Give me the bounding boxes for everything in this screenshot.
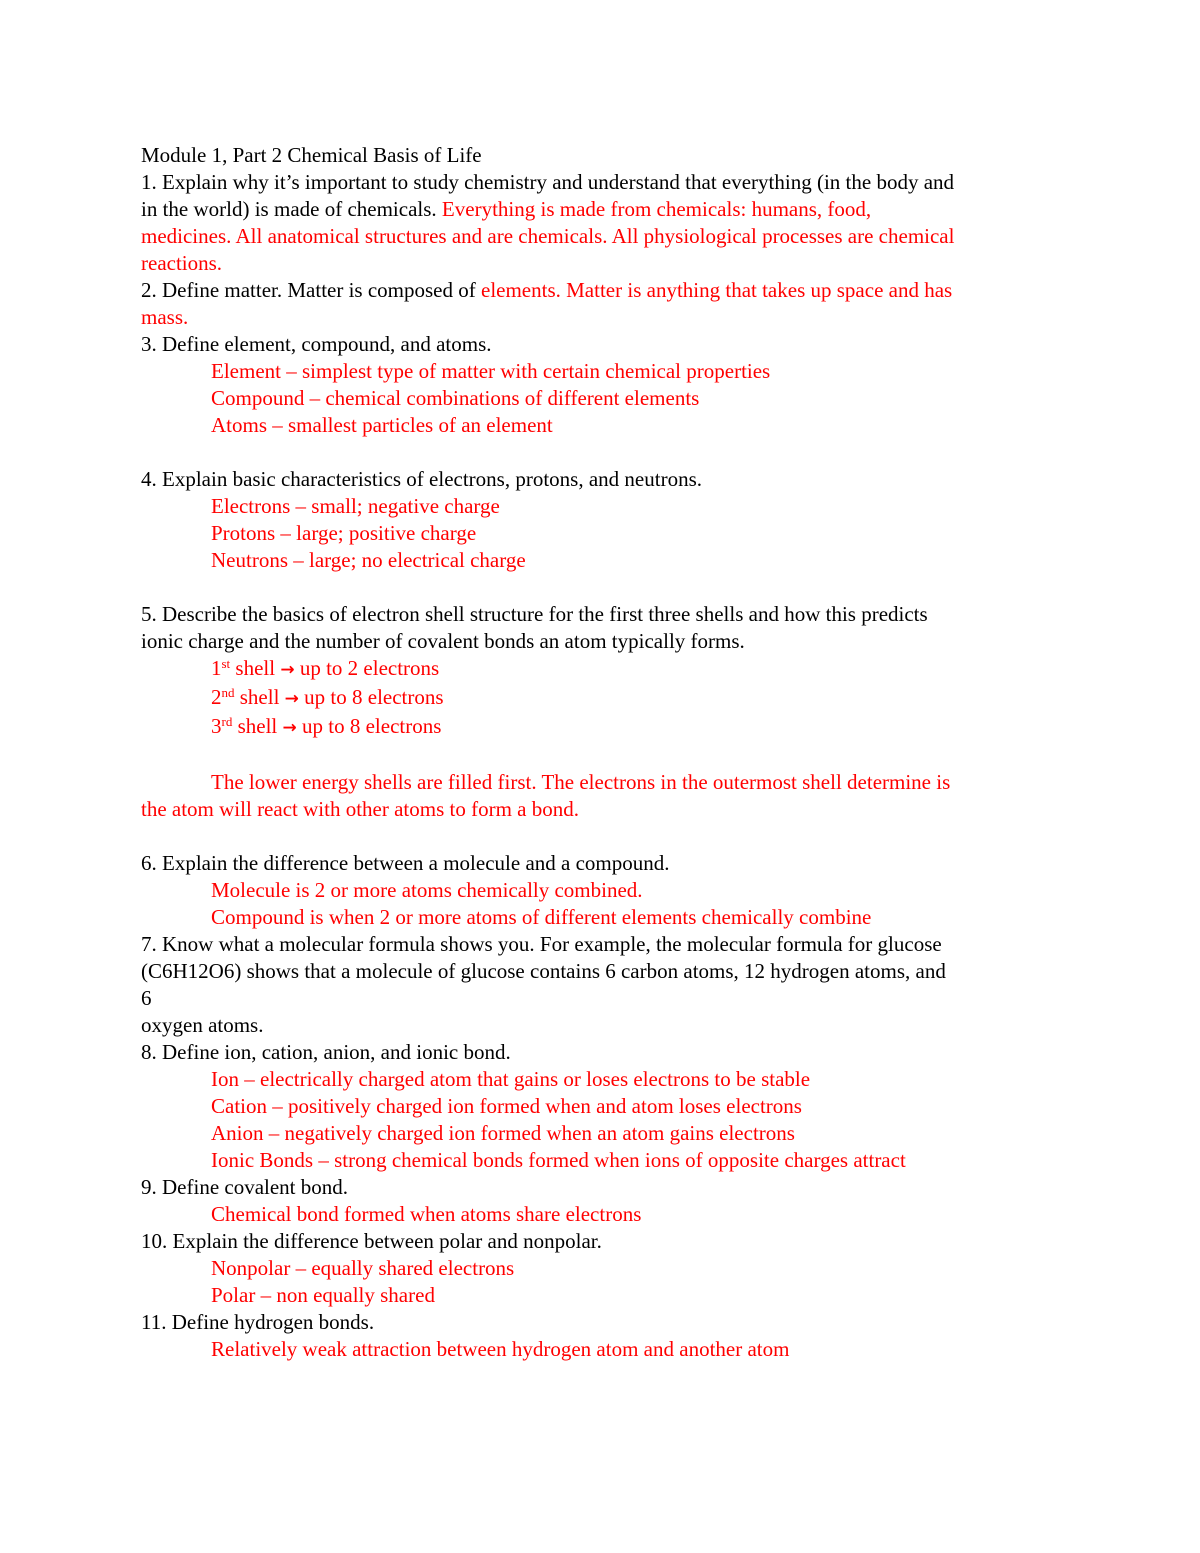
shell-number: 2 [211,685,222,709]
shell-capacity: up to 8 electrons [296,714,442,738]
q5-question-line-2: ionic charge and the number of covalent bonds an atom typically forms. [141,629,745,653]
q3-answer-element: Element – simplest type of matter with certain chemical properties [211,359,771,383]
q1-answer-line-1: Everything is made from chemicals: humans, food, [441,197,872,221]
shell-capacity: up to 2 electrons [294,656,440,680]
q7-line-2: (C6H12O6) shows that a molecule of glucose contains 6 carbon atoms, 12 hydrogen atoms, and [141,959,946,983]
q2-line-1 [141,277,1071,304]
q7-line-3: 6 [141,986,152,1010]
shell-ordinal-suffix: st [221,656,231,671]
q3-answer-atoms: Atoms – smallest particles of an element [211,413,553,437]
q1-answer-line-3: reactions. [141,251,223,275]
q5-shell-1 [141,655,1071,684]
q4-answer-electrons: Electrons – small; negative charge [211,494,500,518]
q11-question: 11. Define hydrogen bonds. [141,1310,375,1334]
q1-answer-line-2: medicines. All anatomical structures and are chemicals. All physiological processes are chemical [141,224,955,248]
q5-shell-2 [141,684,1071,713]
q8-answer-ionic-bonds: Ionic Bonds – strong chemical bonds formed when ions of opposite charges attract [211,1148,906,1172]
q4-answer-protons: Protons – large; positive charge [211,521,477,545]
q3-question: 3. Define element, compound, and atoms. [141,332,492,356]
shell-label: shell [230,656,281,680]
q9-answer: Chemical bond formed when atoms share electrons [211,1202,642,1226]
q3-answer-compound: Compound – chemical combinations of different elements [211,386,700,410]
spacer [141,742,1071,769]
shell-number: 3 [211,714,222,738]
q8-question: 8. Define ion, cation, anion, and ionic bond. [141,1040,511,1064]
document-page [141,142,1071,1363]
q5-note-line-1: The lower energy shells are filled first. The electrons in the outermost shell determine is [211,770,951,794]
q8-answer-cation: Cation – positively charged ion formed when and atom loses electrons [211,1094,802,1118]
q7-line-1: 7. Know what a molecular formula shows you. For example, the molecular formula for glucose [141,932,942,956]
q10-answer-nonpolar: Nonpolar – equally shared electrons [211,1256,515,1280]
shell-label: shell [232,714,283,738]
right-arrow-icon: → [280,660,295,680]
q1-line-2 [141,196,1071,223]
spacer [141,439,1071,466]
q2-question: 2. Define matter. Matter is composed of [141,278,481,302]
spacer [141,574,1071,601]
q1-question-line-2: in the world) is made of chemicals. [141,197,442,221]
q6-answer-molecule: Molecule is 2 or more atoms chemically combined. [211,878,643,902]
right-arrow-icon: → [284,689,299,709]
q1-question-line-1: 1. Explain why it’s important to study chemistry and understand that everything (in the body and [141,170,955,194]
q2-answer-line-1: elements. Matter is anything that takes up space and has [481,278,953,302]
shell-number: 1 [211,656,222,680]
q8-answer-ion: Ion – electrically charged atom that gains or loses electrons to be stable [211,1067,811,1091]
q10-question: 10. Explain the difference between polar and nonpolar. [141,1229,602,1253]
q6-answer-compound: Compound is when 2 or more atoms of different elements chemically combine [211,905,872,929]
shell-label: shell [234,685,285,709]
q11-answer: Relatively weak attraction between hydrogen atom and another atom [211,1337,790,1361]
q5-shell-3 [141,713,1071,742]
q7-line-4: oxygen atoms. [141,1013,264,1037]
q2-answer-line-2: mass. [141,305,189,329]
q8-answer-anion: Anion – negatively charged ion formed when an atom gains electrons [211,1121,795,1145]
document-title: Module 1, Part 2 Chemical Basis of Life [141,143,482,167]
q6-question: 6. Explain the difference between a molecule and a compound. [141,851,670,875]
q5-note-line-2: the atom will react with other atoms to form a bond. [141,797,579,821]
q9-question: 9. Define covalent bond. [141,1175,349,1199]
spacer [141,823,1071,850]
shell-ordinal-suffix: rd [221,714,233,729]
q10-answer-polar: Polar – non equally shared [211,1283,435,1307]
shell-capacity: up to 8 electrons [298,685,444,709]
q4-question: 4. Explain basic characteristics of electrons, protons, and neutrons. [141,467,702,491]
q4-answer-neutrons: Neutrons – large; no electrical charge [211,548,526,572]
right-arrow-icon: → [282,718,297,738]
shell-ordinal-suffix: nd [221,685,235,700]
q5-question-line-1: 5. Describe the basics of electron shell structure for the first three shells and how this predicts [141,602,928,626]
